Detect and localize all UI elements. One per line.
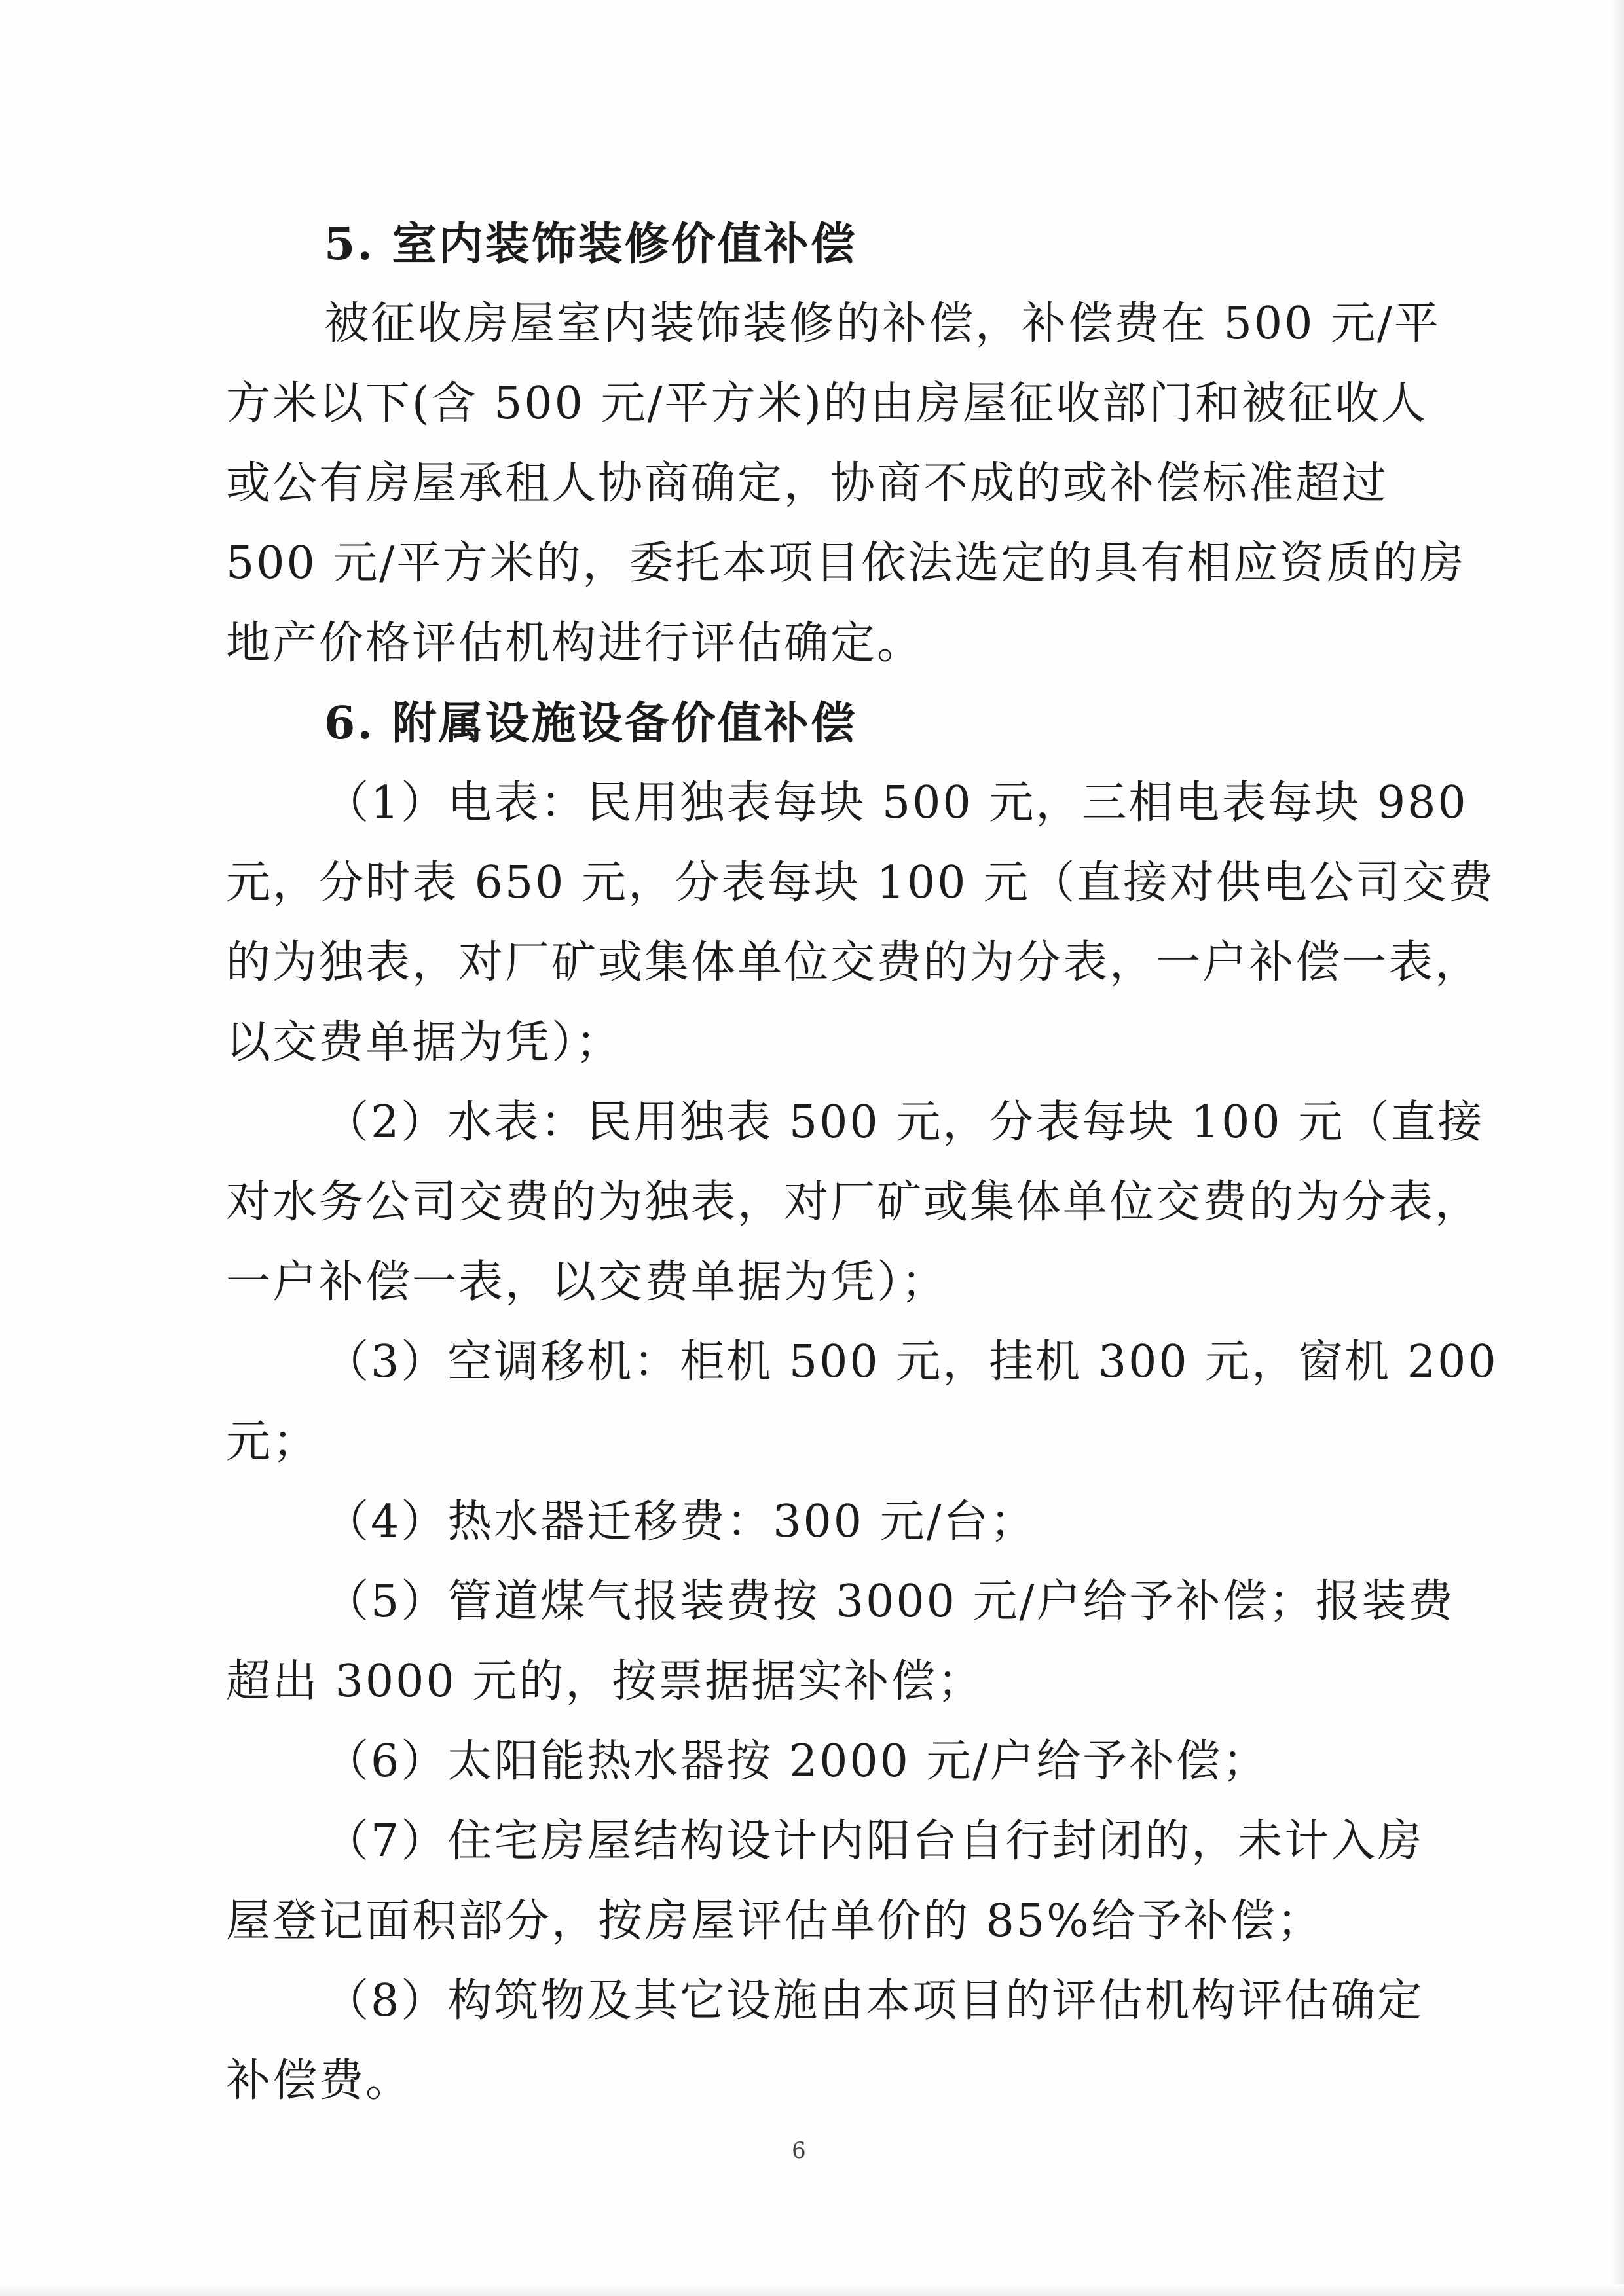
item-1-line-1: （1）电表：民用独表每块 500 元，三相电表每块 980 <box>324 777 1468 829</box>
section-5-line-5: 地产价格评估机构进行评估确定。 <box>226 617 924 669</box>
section-5-line-1: 被征收房屋室内装饰装修的补偿，补偿费在 500 元/平 <box>324 298 1441 350</box>
page-number: 6 <box>792 2138 806 2164</box>
scan-edge-right <box>1610 0 1624 2296</box>
item-7-line-1: （7）住宅房屋结构设计内阳台自行封闭的，未计入房 <box>324 1815 1424 1867</box>
scan-edge-bottom <box>0 2284 1624 2296</box>
item-3-line-2: 元； <box>226 1416 320 1468</box>
item-7-line-2: 屋登记面积部分，按房屋评估单价的 85%给予补偿； <box>226 1895 1323 1947</box>
item-2-line-2: 对水务公司交费的为独表，对厂矿或集体单位交费的为分表， <box>226 1176 1482 1228</box>
item-1-line-4: 以交费单据为凭）； <box>226 1017 623 1068</box>
section-5-line-3: 或公有房屋承租人协商确定，协商不成的或补偿标准超过 <box>226 458 1389 509</box>
section-5-line-2: 方米以下(含 500 元/平方米)的由房屋征收部门和被征收人 <box>226 378 1428 429</box>
section-5-heading: 5. 室内装饰装修价值补偿 <box>324 218 857 270</box>
section-6-heading: 6. 附属设施设备价值补偿 <box>324 697 857 750</box>
item-2-line-3: 一户补偿一表，以交费单据为凭）； <box>226 1256 948 1308</box>
item-8-line-2: 补偿费。 <box>226 2055 413 2107</box>
item-5-line-1: （5）管道煤气报装费按 3000 元/户给予补偿；报装费 <box>324 1576 1455 1628</box>
item-6-line-1: （6）太阳能热水器按 2000 元/户给予补偿； <box>324 1736 1269 1787</box>
item-8-line-1: （8）构筑物及其它设施由本项目的评估机构评估确定 <box>324 1975 1424 2027</box>
item-5-line-2: 超出 3000 元的，按票据据实补偿； <box>226 1656 984 1707</box>
item-3-line-1: （3）空调移机：柜机 500 元，挂机 300 元，窗机 200 <box>324 1336 1498 1388</box>
section-5-line-4: 500 元/平方米的，委托本项目依法选定的具有相应资质的房 <box>226 538 1466 589</box>
item-2-line-1: （2）水表：民用独表 500 元，分表每块 100 元（直接 <box>324 1097 1485 1148</box>
item-1-line-2: 元，分时表 650 元，分表每块 100 元（直接对供电公司交费 <box>226 857 1496 909</box>
item-1-line-3: 的为独表，对厂矿或集体单位交费的为分表，一户补偿一表， <box>226 937 1482 989</box>
item-4-line-1: （4）热水器迁移费：300 元/台； <box>324 1496 1037 1548</box>
